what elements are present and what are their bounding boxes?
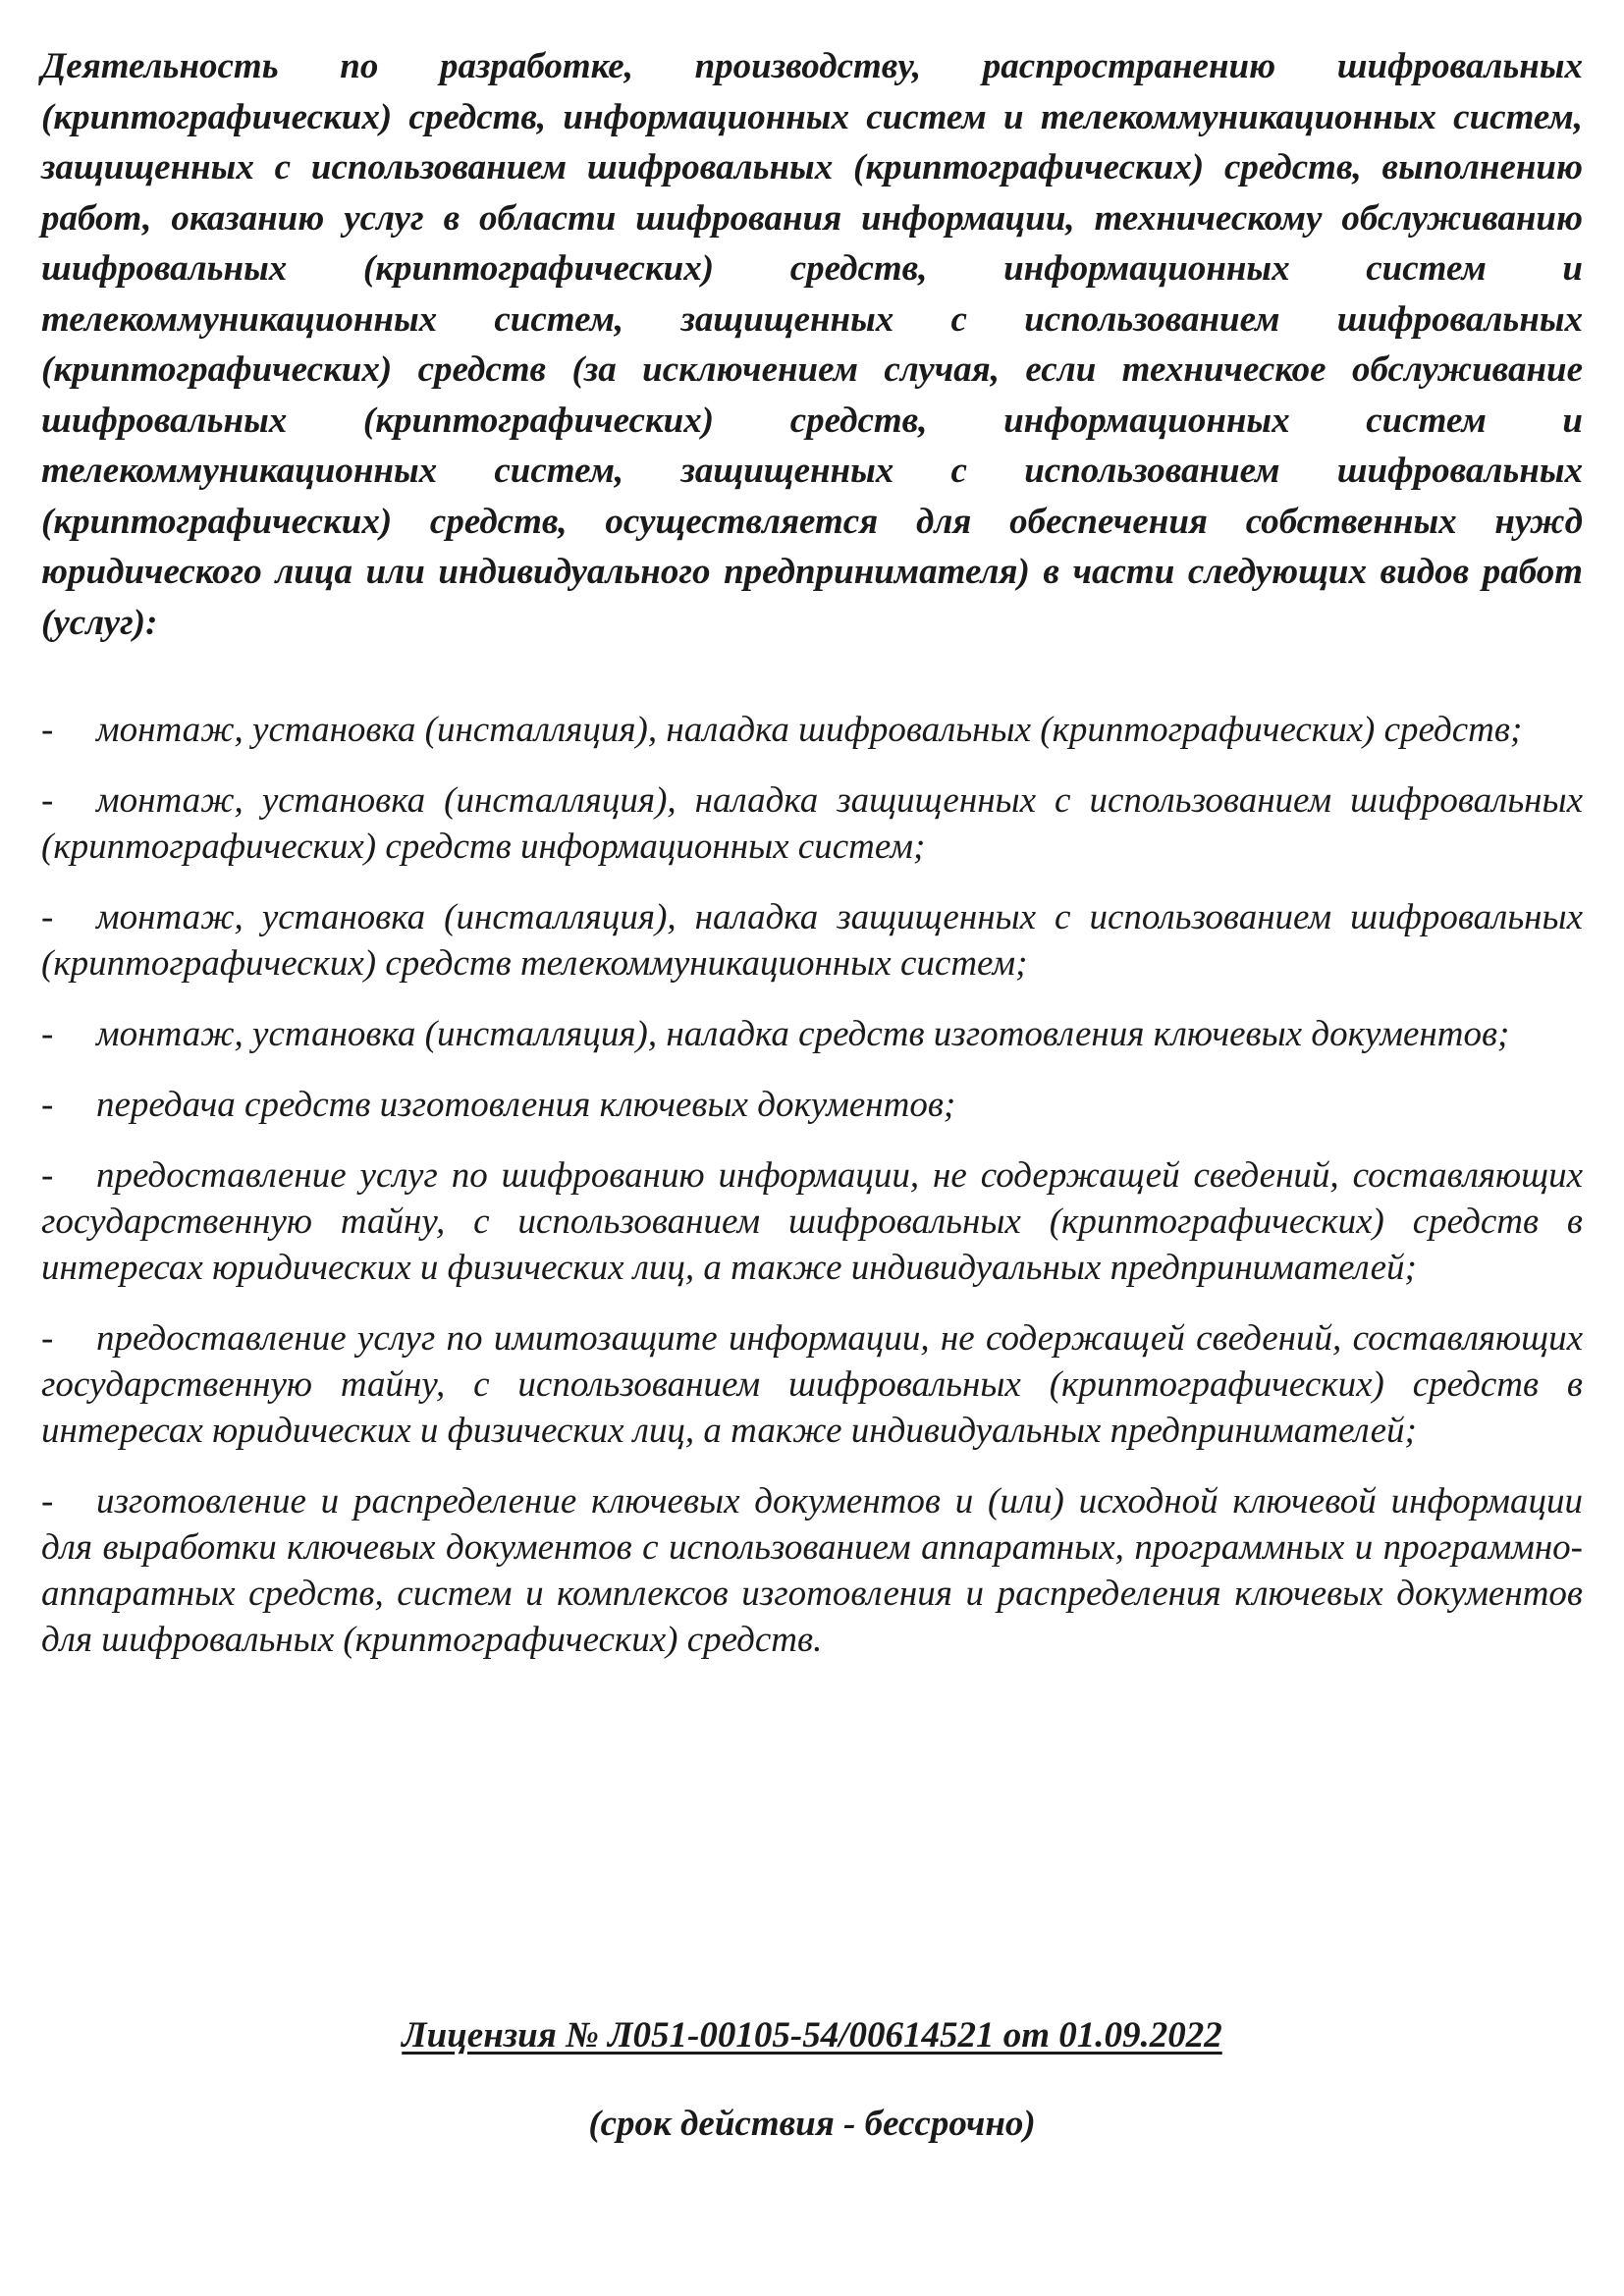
list-dash: - [41, 1085, 54, 1125]
list-dash: - [41, 1318, 54, 1359]
document-page [41, 41, 1583, 1687]
list-item-text: передача средств изготовления ключевых документов; [96, 1085, 956, 1125]
list-item-text: предоставление услуг по имитозащите информации, не содержащей сведений, составляющих государственную тайну, с использованием шифровальных (криптографических) средств в интересах юридических и физических лиц, а также индивидуальных предпринимателей; [41, 1318, 1583, 1451]
list-item [41, 777, 1583, 870]
license-validity: (срок действия - бессрочно) [588, 2104, 1036, 2144]
list-item [41, 1011, 1583, 1057]
list-dash: - [41, 710, 54, 750]
list-item-text: предоставление услуг по шифрованию информации, не содержащей сведений, составляющих государственную тайну, с использованием шифровальных (криптографических) средств в интересах юридических и физических лиц, а также индивидуальных предпринимателей; [41, 1155, 1583, 1288]
list-item [41, 1315, 1583, 1454]
list-item-text: монтаж, установка (инсталляция), наладка защищенных с использованием шифровальных (криптографических) средств информационных систем; [41, 780, 1583, 867]
license-number: Лицензия № Л051-00105-54/00614521 от 01.09.2022 [402, 2015, 1222, 2056]
list-item-text: изготовление и распределение ключевых документов и (или) исходной ключевой информации для выработки ключевых документов с использованием аппаратных, программных и программно-аппаратных средств, систем и комплексов изготовления и распределения ключевых документов для шифровальных (криптографических) средств. [41, 1481, 1583, 1660]
list-item [41, 707, 1583, 753]
list-item [41, 1152, 1583, 1291]
list-item-text: монтаж, установка (инсталляция), наладка шифровальных (криптографических) средств; [96, 710, 1523, 750]
license-line [41, 2012, 1583, 2059]
list-item [41, 1478, 1583, 1663]
list-dash: - [41, 1014, 54, 1054]
list-dash: - [41, 1155, 54, 1196]
work-types-list [41, 707, 1583, 1663]
list-item-text: монтаж, установка (инсталляция), наладка защищенных с использованием шифровальных (криптографических) средств телекоммуникационных систем; [41, 897, 1583, 984]
activity-heading: Деятельность по разработке, производству, распространению шифровальных (криптографических) средств, информационных систем и телекоммуникационных систем, защищенных с использованием шифровальных (криптографических) средств, выполнению работ, оказанию услуг в области шифрования информации, техническому обслуживанию шифровальных (криптографических) средств, информационных систем и телекоммуникационных систем, защищенных с использованием шифровальных (криптографических) средств (за исключением случая, если техническое обслуживание шифровальных (криптографических) средств, информационных систем и телекоммуникационных систем, защищенных с использованием шифровальных (криптографических) средств, осуществляется для обеспечения собственных нужд юридического лица или индивидуального предпринимателя) в части следующих видов работ (услуг): [41, 46, 1583, 643]
list-dash: - [41, 1481, 54, 1522]
list-dash: - [41, 780, 54, 821]
list-item [41, 1082, 1583, 1128]
list-dash: - [41, 897, 54, 937]
list-item-text: монтаж, установка (инсталляция), наладка средств изготовления ключевых документов; [96, 1014, 1510, 1054]
list-item [41, 894, 1583, 987]
